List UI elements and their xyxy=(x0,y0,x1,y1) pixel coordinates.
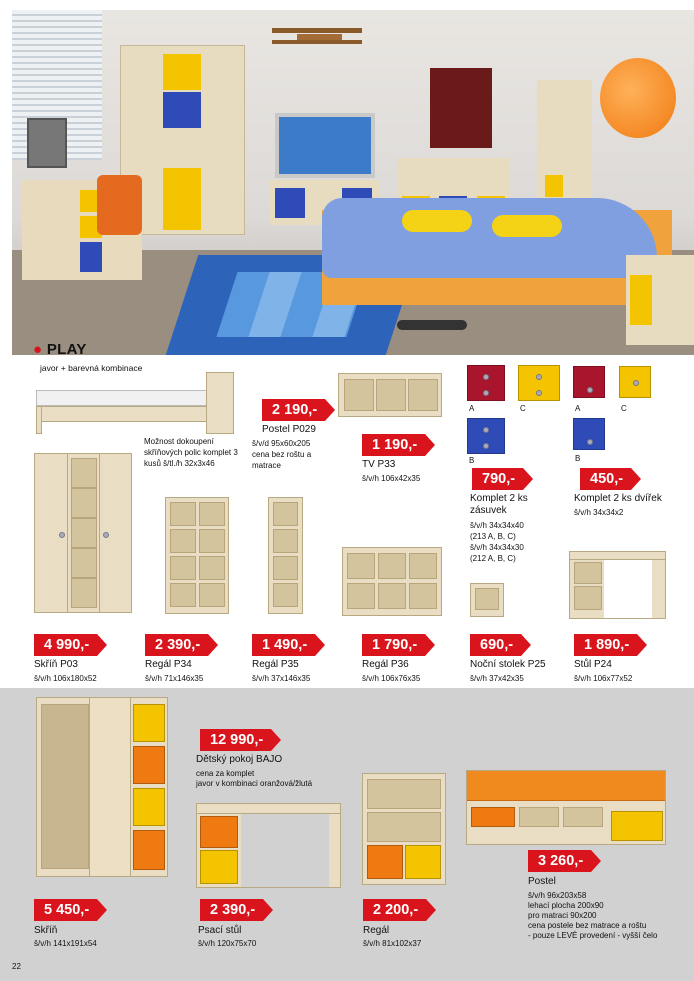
dim1-note-komplet-zasuvek: (213 A, B, C) xyxy=(470,532,516,541)
name-nocni-stolek: Noční stolek P25 xyxy=(470,659,546,670)
dim-regal-p35: š/v/h 37x146x35 xyxy=(252,674,311,683)
nocni-stolek-image xyxy=(470,583,504,617)
skrin-p03-image xyxy=(34,453,132,613)
price-nocni-stolek: 690,- xyxy=(470,634,521,656)
note-police: Možnost dokoupení skříňových polic komplet 3 kusů š/tl./h 32x3x46 xyxy=(144,437,238,468)
label-drawer-c: C xyxy=(520,404,526,413)
dim-bajo-regal: š/v/h 81x102x37 xyxy=(363,939,422,948)
label-door-b: B xyxy=(575,454,581,463)
bajo-regal-image xyxy=(362,773,446,885)
dim-bajo-stul: š/v/h 120x75x70 xyxy=(198,939,257,948)
price-bajo-stul: 2 390,- xyxy=(200,899,263,921)
drawer-b-blue xyxy=(467,418,505,454)
price-regal-p35: 1 490,- xyxy=(252,634,315,656)
price-regal-p36: 1 790,- xyxy=(362,634,425,656)
dim-bajo-postel-line2: lehací plocha 200x90 xyxy=(528,901,604,910)
collection-subtitle: javor + barevná kombinace xyxy=(40,363,143,373)
dim-nocni-stolek: š/v/h 37x42x35 xyxy=(470,674,524,683)
dim-bajo-postel-line5: - pouze LEVÉ provedení - vyšší čelo xyxy=(528,931,658,940)
tv-p33-image xyxy=(338,373,442,417)
name-regal-p35: Regál P35 xyxy=(252,659,299,670)
note-postel-p029: cena bez roštu a matrace xyxy=(252,450,312,470)
computer-monitor xyxy=(27,118,67,168)
price-postel-p029: 2 190,- xyxy=(262,399,325,421)
dim-postel-p029: š/v/d 95x60x205 xyxy=(252,439,311,448)
name-skrin-p03: Skříň P03 xyxy=(34,659,78,670)
label-drawer-b: B xyxy=(469,456,475,465)
dim-regal-p36: š/v/h 106x76x35 xyxy=(362,674,421,683)
wall-poster xyxy=(430,68,492,148)
hero-tv xyxy=(275,113,375,178)
name-komplet-dvirek: Komplet 2 ks dvířek xyxy=(574,493,662,504)
door-c-yellow xyxy=(619,366,651,398)
door-a-red xyxy=(573,366,605,398)
door-b-blue xyxy=(573,418,605,450)
name-bajo-postel: Postel xyxy=(528,876,556,887)
note2-bajo: javor v kombinaci oranžová/žlutá xyxy=(196,779,313,788)
bed-duvet xyxy=(322,198,657,278)
stul-p24-image xyxy=(569,551,666,619)
price-skrin-p03: 4 990,- xyxy=(34,634,97,656)
bajo-postel-image xyxy=(466,770,666,845)
dim-bajo-postel-line1: š/v/h 96x203x58 xyxy=(528,891,587,900)
label-drawer-a: A xyxy=(469,404,475,413)
price-bajo-komplet: 12 990,- xyxy=(200,729,271,751)
name-bajo-stul: Psací stůl xyxy=(198,925,242,936)
dim-bajo-postel-line4: cena postele bez matrace a roštu xyxy=(528,921,647,930)
label-door-a: A xyxy=(575,404,581,413)
note1-bajo: cena za komplet xyxy=(196,769,255,778)
bed-p029-image xyxy=(36,372,234,434)
dim-bajo-postel-line3: pro matraci 90x200 xyxy=(528,911,597,920)
dim2-note-komplet-zasuvek: (212 A, B, C) xyxy=(470,554,516,563)
bajo-stul-image xyxy=(196,803,341,888)
dim-stul-p24: š/v/h 106x77x52 xyxy=(574,674,633,683)
name-bajo-regal: Regál xyxy=(363,925,390,936)
dim-bajo-skrin: š/v/h 141x191x54 xyxy=(34,939,97,948)
name-komplet-zasuvek: Komplet 2 ks zásuvek xyxy=(470,493,528,516)
price-bajo-postel: 3 260,- xyxy=(528,850,591,872)
yellow-pillow xyxy=(402,210,472,232)
yellow-pillow xyxy=(492,215,562,237)
price-bajo-skrin: 5 450,- xyxy=(34,899,97,921)
price-regal-p34: 2 390,- xyxy=(145,634,208,656)
name-regal-p36: Regál P36 xyxy=(362,659,409,670)
collection-title: ● PLAY xyxy=(33,341,87,358)
regal-p35-image xyxy=(268,497,303,614)
dim-regal-p34: š/v/h 71x146x35 xyxy=(145,674,204,683)
name-stul-p24: Stůl P24 xyxy=(574,659,612,670)
dim1-komplet-zasuvek: š/v/h 34x34x40 xyxy=(470,521,524,530)
bajo-skrin-image xyxy=(36,697,168,877)
dim-komplet-dvirek: š/v/h 34x34x2 xyxy=(574,508,624,517)
drawer-c-yellow xyxy=(518,365,560,401)
name-regal-p34: Regál P34 xyxy=(145,659,192,670)
drawer-a-red xyxy=(467,365,505,401)
price-bajo-regal: 2 200,- xyxy=(363,899,426,921)
price-stul-p24: 1 890,- xyxy=(574,634,637,656)
label-door-c: C xyxy=(621,404,627,413)
price-komplet-zasuvek: 790,- xyxy=(472,468,523,490)
toy-plane xyxy=(267,20,367,50)
regal-p34-image xyxy=(165,497,229,614)
orange-chair xyxy=(97,175,142,235)
dim2-komplet-zasuvek: š/v/h 34x34x30 xyxy=(470,543,524,552)
orange-paper-lamp xyxy=(600,58,676,138)
skateboard xyxy=(397,320,467,330)
name-postel-p029: Postel P029 xyxy=(262,424,316,435)
name-bajo-skrin: Skříň xyxy=(34,925,58,936)
name-tv-p33: TV P33 xyxy=(362,459,396,470)
regal-p36-image xyxy=(342,547,442,616)
hero-nightstand xyxy=(626,255,694,345)
dim-tv-p33: š/v/h 106x42x35 xyxy=(362,474,421,483)
hero-room-photo xyxy=(12,10,694,355)
page-number: 22 xyxy=(12,962,21,971)
name-bajo: Dětský pokoj BAJO xyxy=(196,754,283,765)
price-tv-p33: 1 190,- xyxy=(362,434,425,456)
dim-skrin-p03: š/v/h 106x180x52 xyxy=(34,674,97,683)
price-komplet-dvirek: 450,- xyxy=(580,468,631,490)
